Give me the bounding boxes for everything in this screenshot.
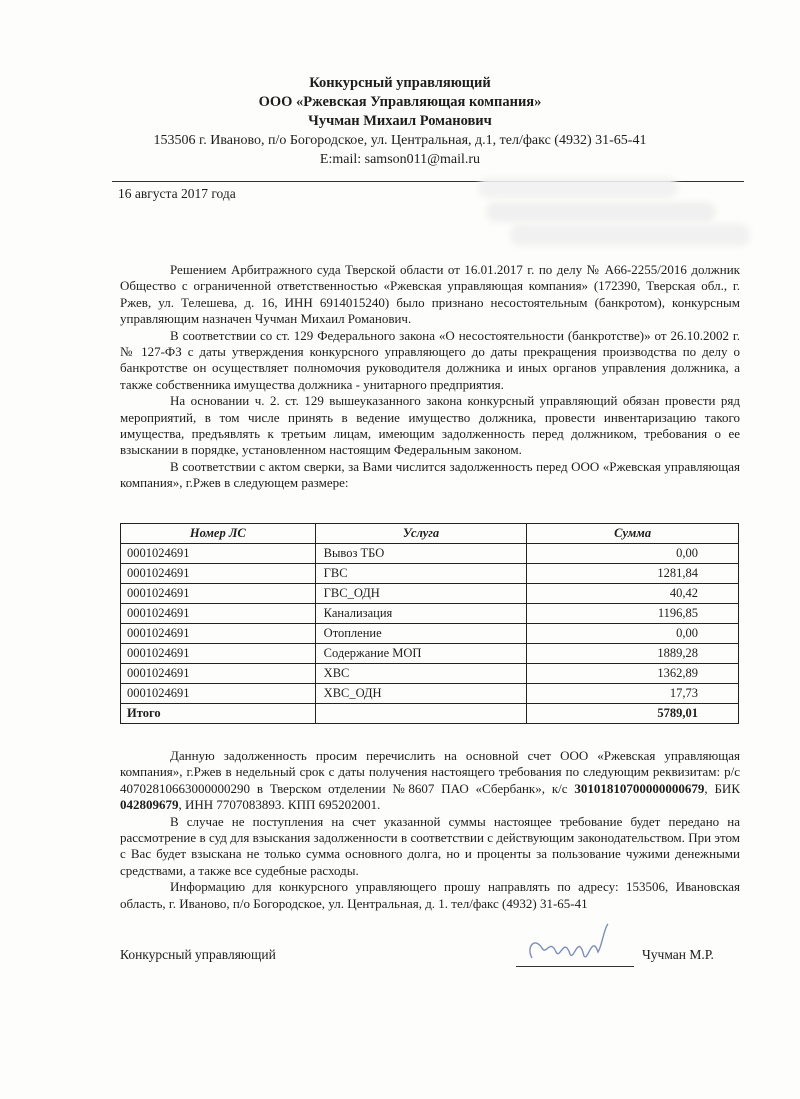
intro-paragraphs	[120, 262, 740, 492]
document-date: 16 августа 2017 года	[118, 186, 236, 201]
payment-text-before: Данную задолженность просим перечислить на основной счет ООО «Ржевская управляющая компания», г.Ржев в недельный срок с даты получения настоящего требования по следующим реквизитам: р/с 40702810663000000290 в Тверском отделении №8607 ПАО «Сбербанк», к/с	[120, 748, 740, 796]
total-label: Итого	[121, 704, 316, 724]
paragraph-court-warning: В случае не поступления на счет указанной суммы настоящее требование будет передано на рассмотрение в суд для взыскания задолженности в соответствии с действующим законодательством. При этом с Вас будет взыскана не только сумма основного долга, но и проценты за пользование чужими денежными средствами, а также все судебные расходы.	[120, 813, 740, 878]
payment-text-after: , ИНН 7707083893. КПП 695202001.	[178, 797, 381, 813]
col-header-service: Услуга	[315, 524, 527, 544]
paragraph-decision: Решением Арбитражного суда Тверской области от 16.01.2017 г. по делу № А66-2255/2016 должник Общество с ограниченной ответственностью «Ржевская управляющая компания» (172390, Тверская обл., г. Ржев, ул. Телешева, д. 16, ИНН 6914015240) было признано несостоятельным (банкротом), конкурсным управляющим назначен Чучман Михаил Романович.	[120, 262, 740, 327]
signature-label: Конкурсный управляющий	[120, 947, 276, 962]
table-total-row	[121, 704, 739, 724]
redacted-recipient-2	[486, 202, 716, 222]
header-line-2: ООО «Ржевская Управляющая компания»	[258, 94, 542, 110]
cell-service: ГВС	[315, 564, 527, 584]
header-title	[0, 74, 800, 169]
cell-service: ХВС	[315, 664, 527, 684]
corr-account: 30101810700000000679	[574, 780, 705, 796]
header-line-1: Конкурсный управляющий	[309, 75, 491, 91]
cell-amount: 1362,89	[527, 664, 739, 684]
cell-amount: 0,00	[527, 624, 739, 644]
header-address: 153506 г. Иваново, п/о Богородское, ул. Центральная, д.1, тел/факс (4932) 31-65-41	[153, 133, 647, 148]
bik-value: 042809679	[120, 797, 179, 813]
cell-account: 0001024691	[121, 644, 316, 664]
closing-paragraphs	[120, 748, 740, 912]
table-row	[121, 544, 739, 564]
cell-account: 0001024691	[121, 604, 316, 624]
col-header-account: Номер ЛС	[121, 524, 316, 544]
table-row	[121, 644, 739, 664]
paragraph-debt-intro: В соответствии с актом сверки, за Вами числится задолженность перед ООО «Ржевская управляющая компания», г.Ржев в следующем размере:	[120, 458, 740, 491]
table-row	[121, 584, 739, 604]
paragraph-law-129: В соответствии со ст. 129 Федерального закона «О несостоятельности (банкротстве)» от 26.10.2002 г. № 127-ФЗ с даты утверждения конкурсного управляющего до даты прекращения производства по делу о банкротстве он осуществляет полномочия руководителя должника и иных органов управления должника, а также собственника имущества должника - унитарного предприятия.	[120, 327, 740, 392]
cell-account: 0001024691	[121, 564, 316, 584]
handwritten-signature	[520, 918, 630, 968]
cell-service: Канализация	[315, 604, 527, 624]
col-header-amount: Сумма	[527, 524, 739, 544]
cell-service: ГВС_ОДН	[315, 584, 527, 604]
cell-amount: 17,73	[527, 684, 739, 704]
bik-label: , БИК	[704, 780, 740, 796]
debt-table	[120, 523, 739, 724]
cell-account: 0001024691	[121, 684, 316, 704]
table-row	[121, 664, 739, 684]
header-line-3: Чучман Михаил Романович	[308, 113, 492, 129]
total-empty-cell	[315, 704, 527, 724]
cell-service: ХВС_ОДН	[315, 684, 527, 704]
table-row	[121, 604, 739, 624]
cell-amount: 1889,28	[527, 644, 739, 664]
cell-amount: 1281,84	[527, 564, 739, 584]
signature-line	[516, 966, 634, 967]
header-email: E:mail: samson011@mail.ru	[319, 152, 481, 167]
paragraph-contact-address: Информацию для конкурсного управляющего прошу направлять по адресу: 153506, Ивановская область, г. Иваново, п/о Богородское, ул. Центральная, д. 1. тел/факс (4932) 31-65-41	[120, 879, 740, 911]
cell-account: 0001024691	[121, 584, 316, 604]
redacted-recipient-3	[510, 224, 750, 246]
table-row	[121, 624, 739, 644]
redacted-recipient-1	[478, 178, 678, 198]
table-row	[121, 564, 739, 584]
cell-account: 0001024691	[121, 664, 316, 684]
paragraph-payment	[120, 748, 740, 814]
cell-service: Отопление	[315, 624, 527, 644]
cell-amount: 1196,85	[527, 604, 739, 624]
cell-account: 0001024691	[121, 624, 316, 644]
paragraph-duties: На основании ч. 2. ст. 129 вышеуказанного закона конкурсный управляющий обязан провести ряд мероприятий, в том числе принять в ведение имущество должника, провести инвентаризацию такого имущества, предъявлять к третьим лицам, имеющим задолженность перед должником, требования о ее взыскании в порядке, установленном настоящим Федеральным законом.	[120, 393, 740, 458]
cell-amount: 40,42	[527, 584, 739, 604]
total-amount: 5789,01	[527, 704, 739, 724]
table-header-row	[121, 524, 739, 544]
cell-service: Содержание МОП	[315, 644, 527, 664]
cell-account: 0001024691	[121, 544, 316, 564]
cell-amount: 0,00	[527, 544, 739, 564]
cell-service: Вывоз ТБО	[315, 544, 527, 564]
table-row	[121, 684, 739, 704]
signatory-name: Чучман М.Р.	[642, 947, 714, 962]
